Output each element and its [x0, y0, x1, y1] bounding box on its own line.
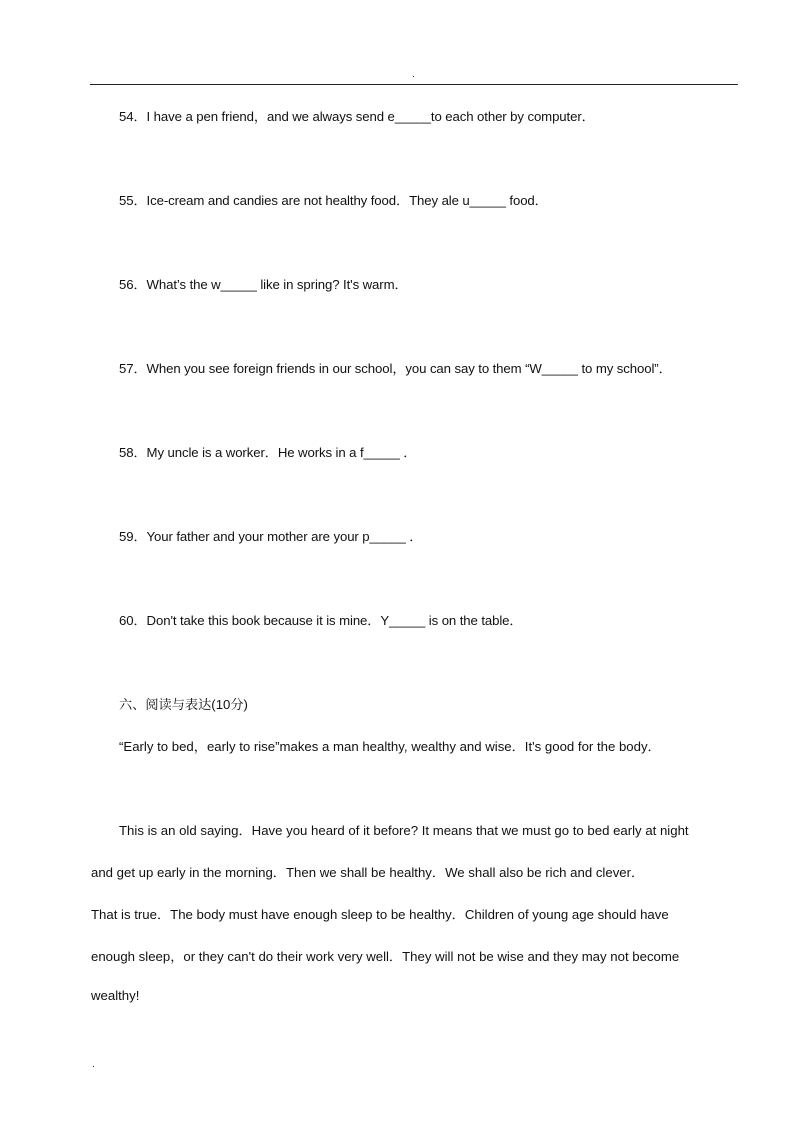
- question-55: 55．Ice-cream and candies are not healthy food．They ale u_____ food．: [119, 193, 548, 208]
- question-58: 58．My uncle is a worker．He works in a f_____ ．: [119, 445, 417, 460]
- header-rule: [90, 84, 738, 85]
- question-59: 59．Your father and your mother are your p_____ ．: [119, 529, 423, 544]
- question-60: 60．Don't take this book because it is mine．Y_____ is on the table．: [119, 613, 523, 628]
- passage-line: This is an old saying．Have you heard of it before? It means that we must go to bed early at night: [119, 823, 689, 838]
- question-54: 54．I have a pen friend，and we always send e_____to each other by computer．: [119, 109, 595, 124]
- passage-line: That is true．The body must have enough sleep to be healthy．Children of young age should have: [91, 907, 669, 922]
- passage-line: and get up early in the morning．Then we shall be healthy．We shall also be rich and clever．: [91, 865, 645, 880]
- section-title: 六、阅读与表达(10分): [119, 697, 248, 712]
- header-mark: .: [412, 69, 415, 80]
- question-56: 56．What’s the w_____ like in spring? It's warm．: [119, 277, 408, 292]
- question-57: 57．When you see foreign friends in our school，you can say to them “W_____ to my school”．: [119, 361, 672, 376]
- passage-line: “Early to bed，early to rise”makes a man healthy, wealthy and wise．It's good for the body．: [119, 739, 661, 754]
- passage-line: enough sleep，or they can't do their work very well．They will not be wise and they may not become: [91, 949, 680, 964]
- passage-line: wealthy!: [91, 988, 140, 1003]
- footer-mark: .: [92, 1059, 95, 1070]
